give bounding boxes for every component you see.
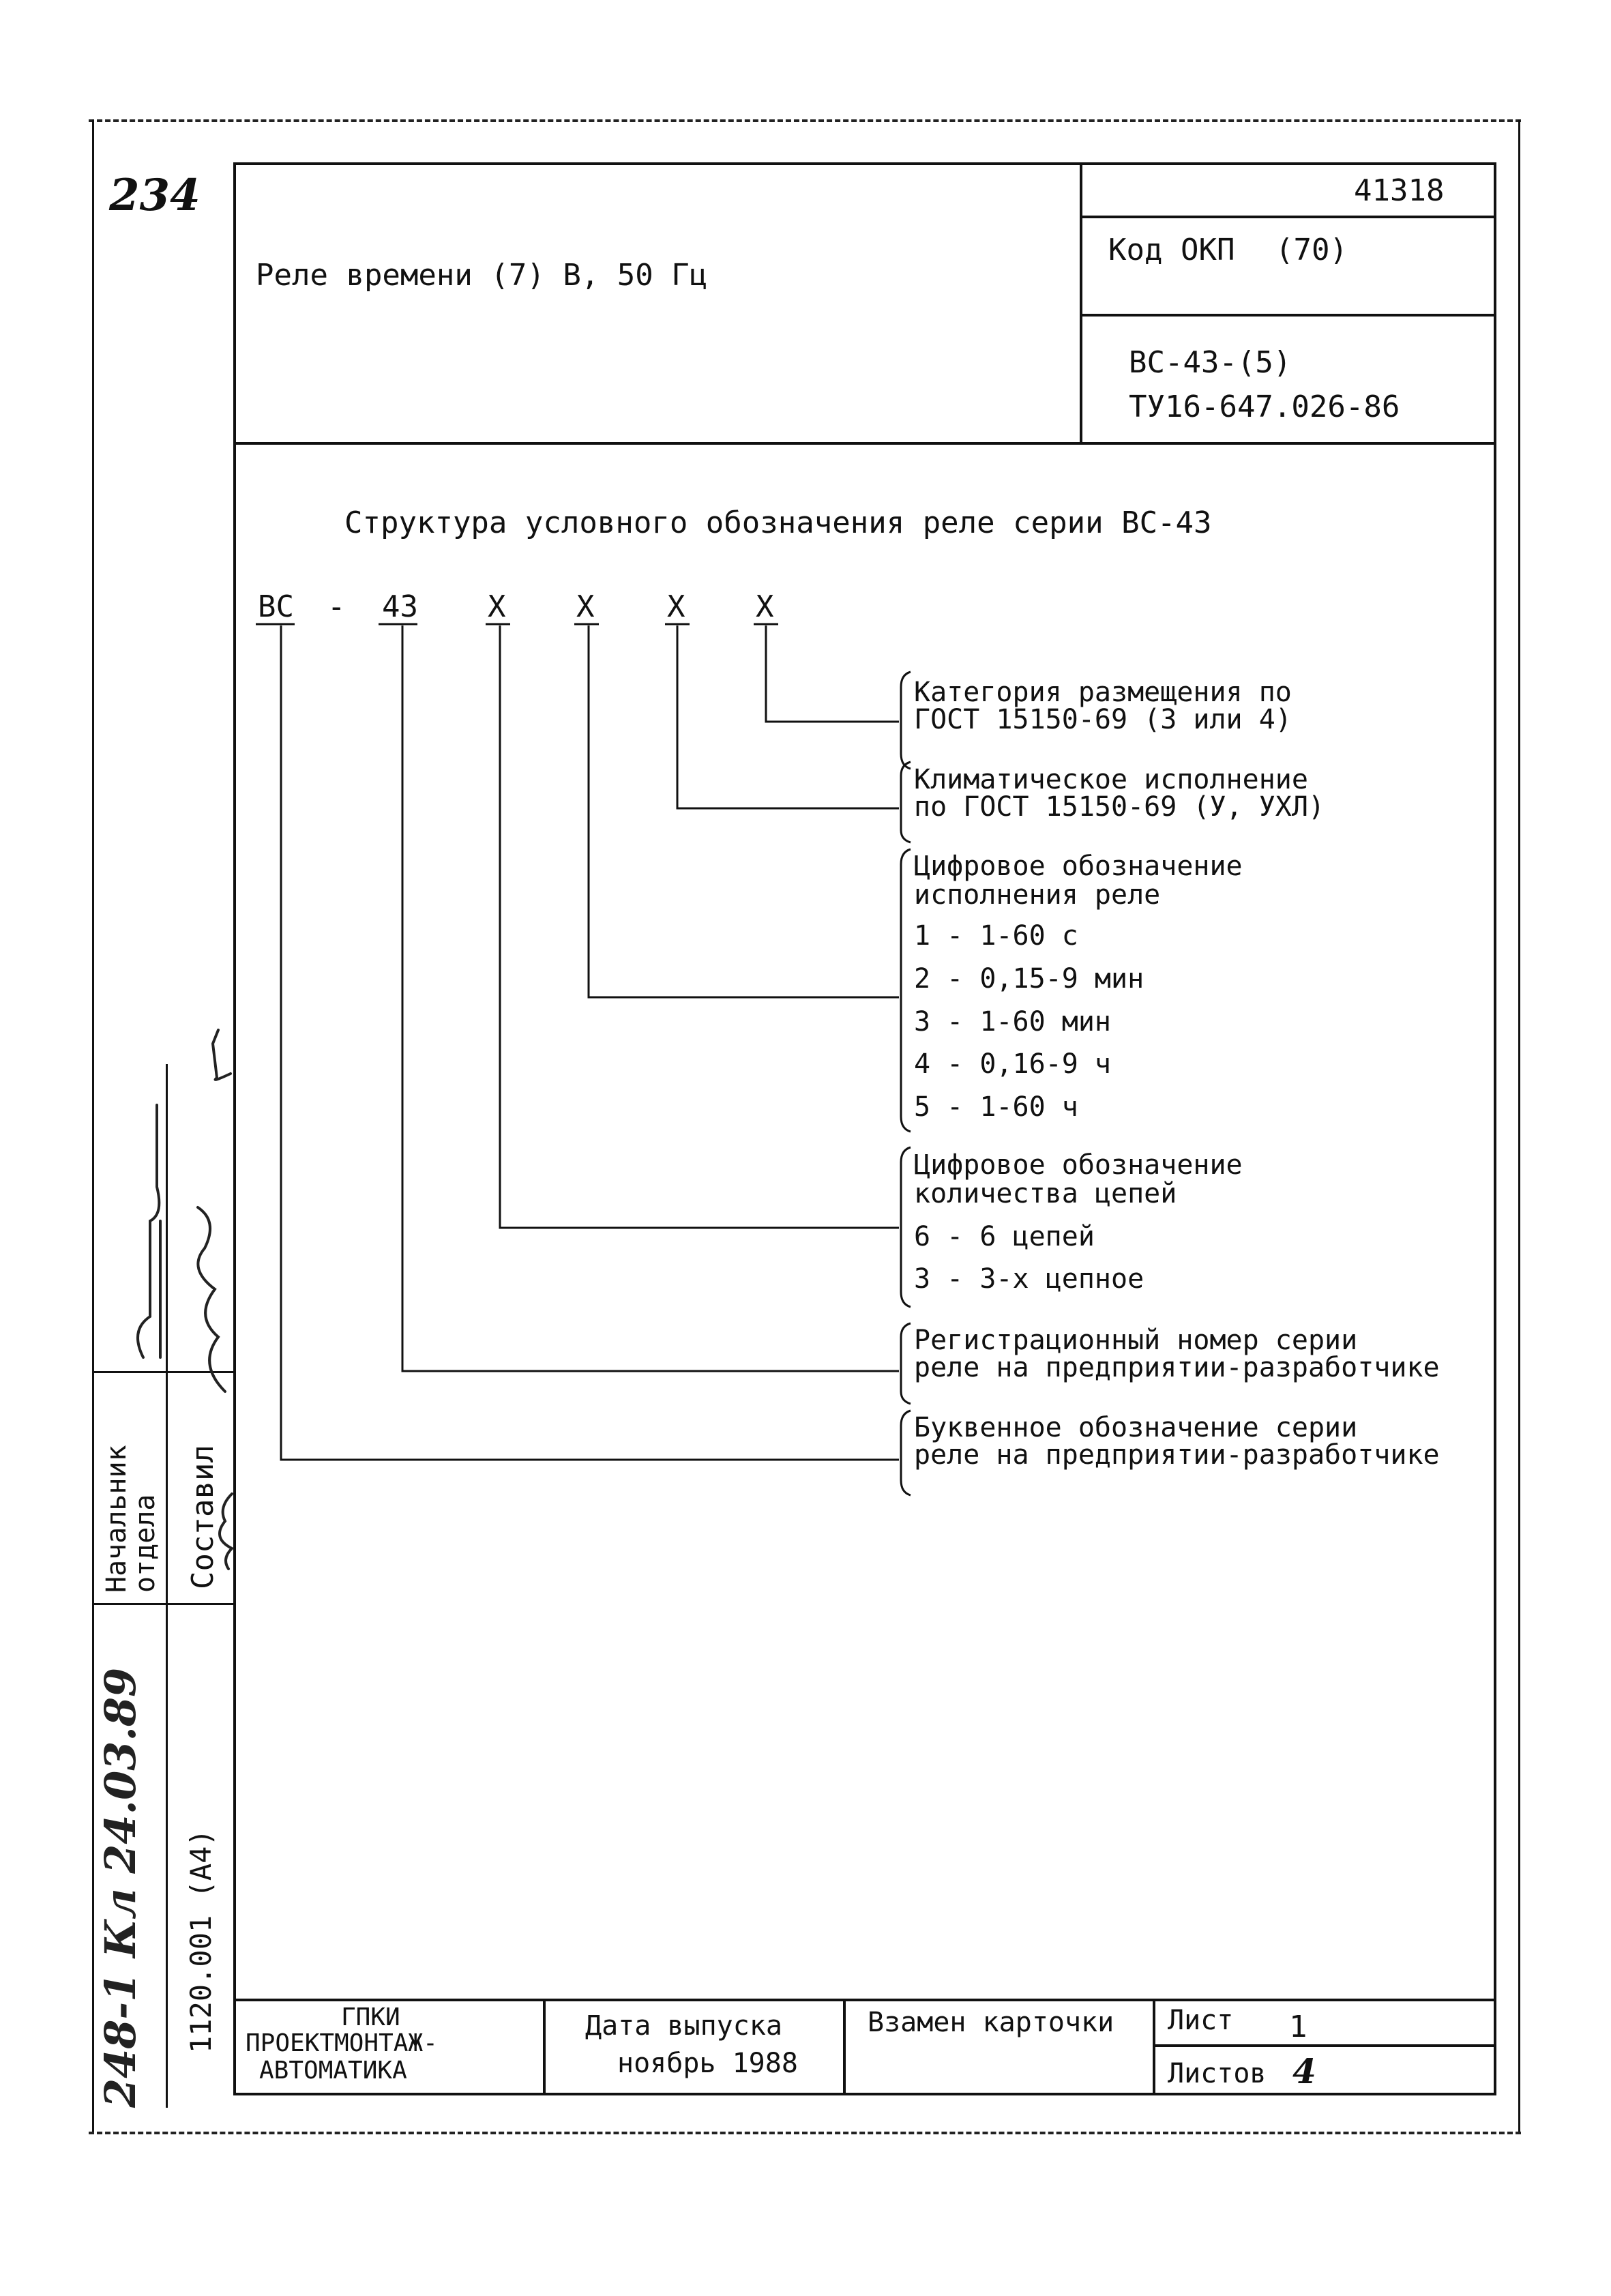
okp-label: Код ОКП — [1108, 233, 1235, 267]
release-date: ноябрь 1988 — [617, 2048, 798, 2079]
code-number: 41318 — [1354, 173, 1445, 208]
footer-top-rule — [233, 1999, 1496, 2001]
group-letter-line-1: Буквенное обозначение серии — [914, 1412, 1358, 1443]
group-version-line-6: 4 - 0,16-9 ч — [914, 1048, 1111, 1080]
sheets-label: Листов — [1168, 2058, 1267, 2089]
sheet-value: 1 — [1289, 2010, 1307, 2044]
sheet-label: Лист — [1168, 2005, 1234, 2036]
group-climate-line-1: Климатическое исполнение — [914, 764, 1308, 795]
group-registration-line-1: Регистрационный номер серии — [914, 1325, 1358, 1356]
footer-divider-1 — [543, 1999, 546, 2095]
group-circuits-line-3: 6 - 6 цепей — [914, 1221, 1095, 1252]
form-code: 1120.001 (А4) — [184, 1829, 218, 2053]
sheets-value: 4 — [1292, 2051, 1316, 2091]
group-placement-line-2: ГОСТ 15150-69 (3 или 4) — [914, 704, 1292, 735]
group-placement-line-1: Категория размещения по — [914, 677, 1292, 708]
replace-card-label: Взамен карточки — [868, 2007, 1114, 2038]
group-version-line-2: исполнения реле — [914, 879, 1161, 911]
group-version-line-4: 2 - 0,15-9 мин — [914, 963, 1144, 995]
group-letter-line-2: реле на предприятии-разработчике — [914, 1439, 1440, 1471]
footer-divider-3 — [1153, 1999, 1155, 2095]
handwritten-stamp: 248-1 Кл 24.03.89 — [95, 1667, 145, 2108]
group-circuits-line-1: Цифровое обозначение — [914, 1149, 1243, 1181]
group-registration-line-2: реле на предприятии-разработчике — [914, 1352, 1440, 1383]
code-part-x2: Х — [576, 589, 595, 624]
footer-sheet-rule — [1153, 2044, 1496, 2047]
group-circuits-line-4: 3 - 3-х цепное — [914, 1263, 1144, 1295]
group-version-line-1: Цифровое обозначение — [914, 851, 1243, 882]
tu-number: ТУ16-647.026-86 — [1129, 389, 1400, 424]
org-line-1: ГПКИ — [341, 2003, 400, 2031]
group-climate-line-2: по ГОСТ 15150-69 (У, УХЛ) — [914, 791, 1325, 823]
code-part-x1: Х — [488, 589, 506, 624]
code-part-series: ВС — [258, 589, 294, 624]
head-of-department-text: Начальник отдела — [101, 1445, 161, 1593]
model-designation: ВС-43-(5) — [1129, 345, 1292, 380]
code-part-x4: Х — [756, 589, 774, 624]
document-title: Реле времени (7) В, 50 Гц — [256, 258, 708, 293]
group-circuits-line-2: количества цепей — [914, 1178, 1177, 1209]
group-version-line-5: 3 - 1-60 мин — [914, 1006, 1111, 1037]
signature-marks — [95, 975, 252, 1671]
structure-heading: Структура условного обозначения реле серии ВС-43 — [344, 505, 1212, 540]
release-label: Дата выпуска — [585, 2010, 782, 2042]
code-part-number: 43 — [382, 589, 418, 624]
code-part-x3: Х — [667, 589, 685, 624]
group-version-line-3: 1 - 1-60 с — [914, 920, 1078, 952]
org-line-3: АВТОМАТИКА — [259, 2057, 407, 2085]
group-version-line-7: 5 - 1-60 ч — [914, 1091, 1078, 1123]
author-label: Составил — [186, 1445, 220, 1589]
footer-divider-2 — [843, 1999, 846, 2095]
okp-value: (70) — [1275, 233, 1348, 267]
org-line-2: ПРОЕКТМОНТАЖ- — [246, 2029, 438, 2057]
page-number: 234 — [109, 170, 201, 221]
code-part-dash: - — [327, 589, 346, 624]
